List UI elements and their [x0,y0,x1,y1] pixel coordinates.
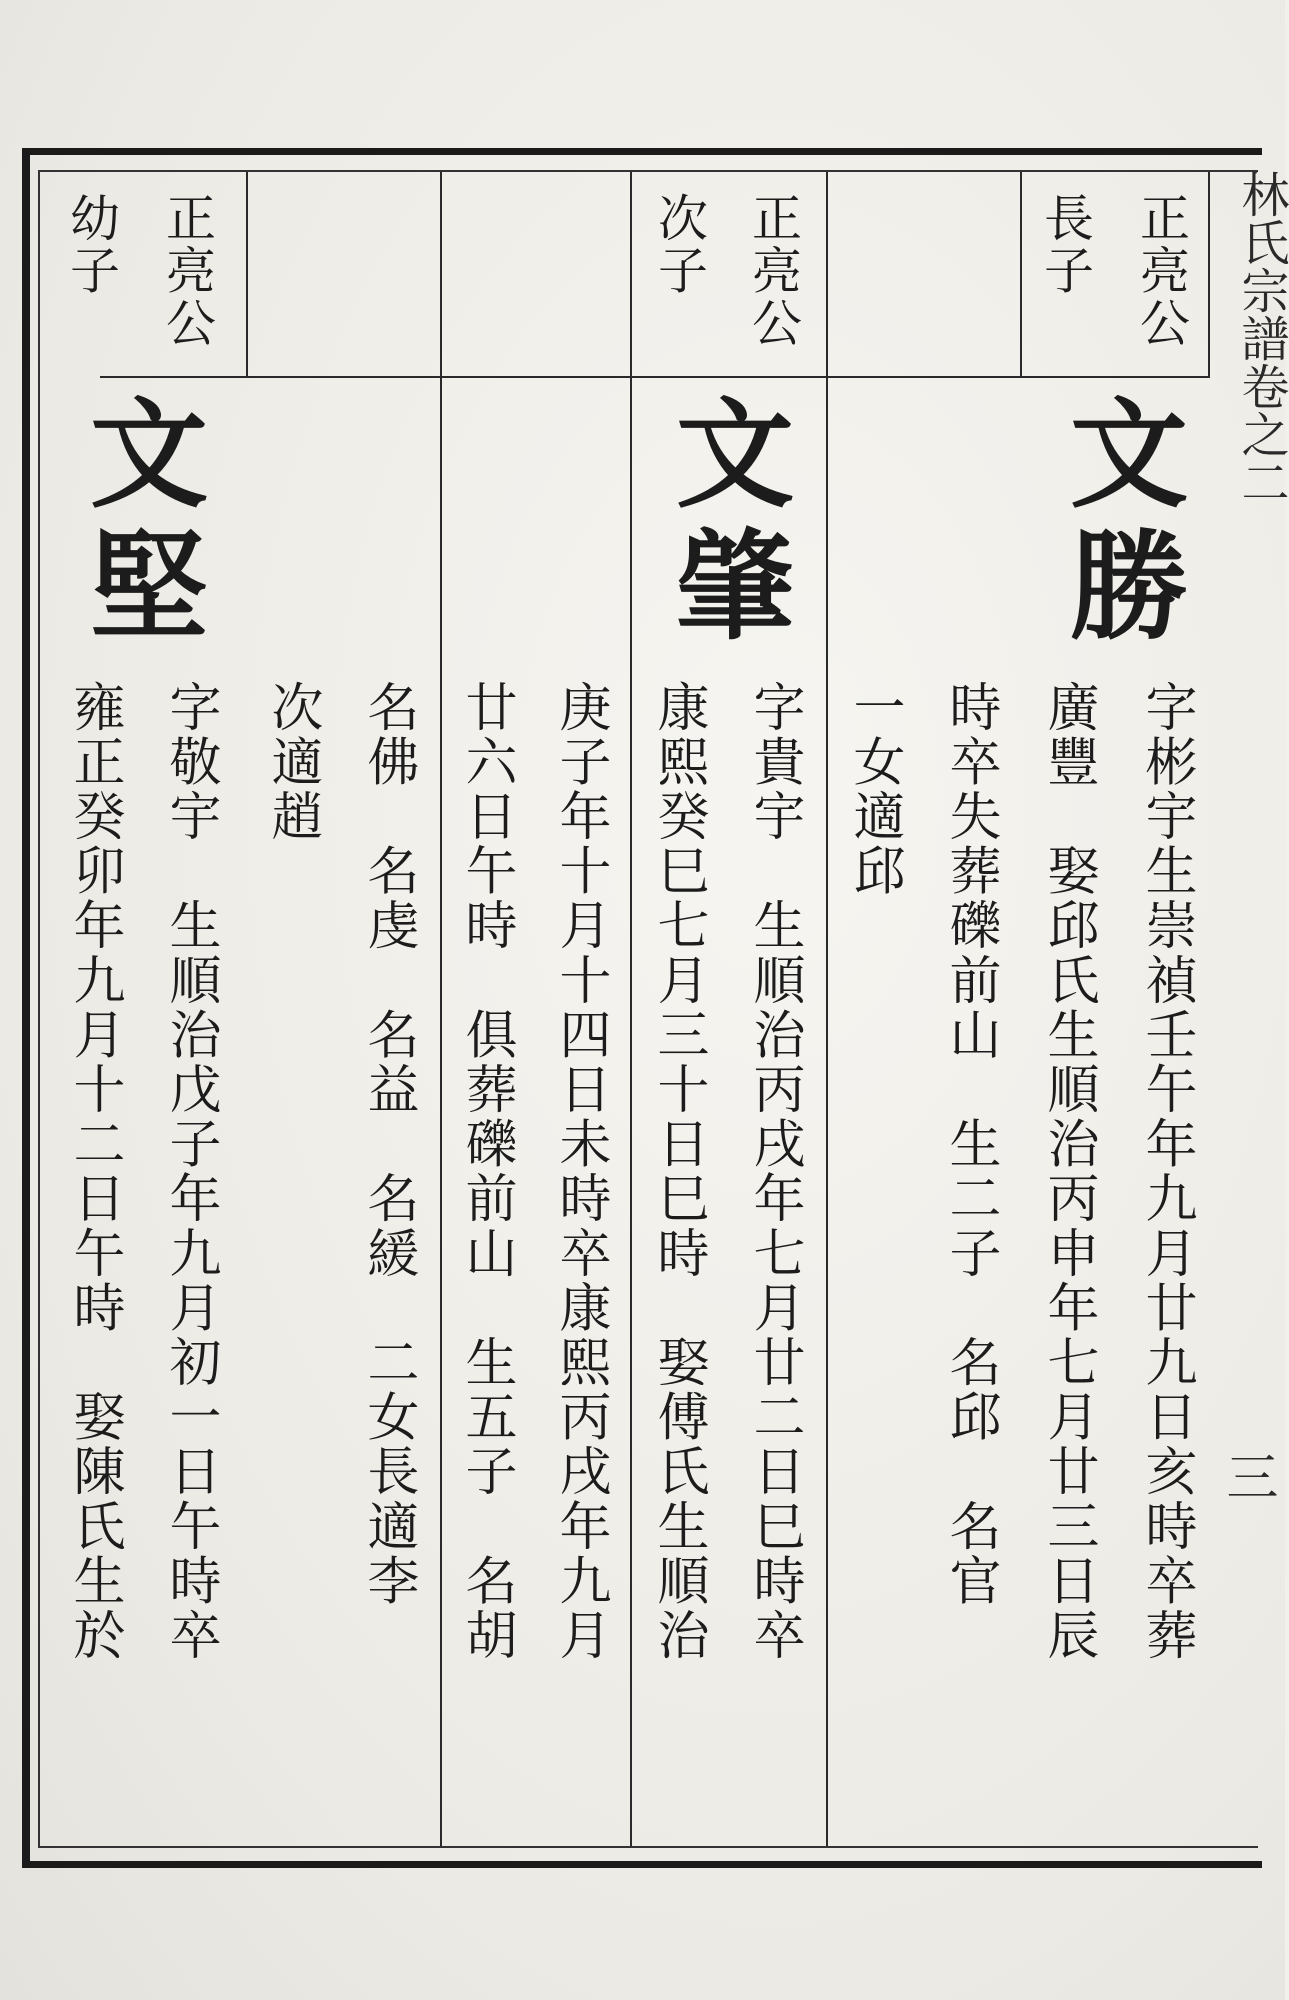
entry-1-rank: 長子 [1036,192,1094,297]
entry-2-line-5: 名佛 名虔 名益 名緩 二女長適李 [358,680,418,1609]
column-rule [1020,172,1022,376]
entry-1-line-3: 時卒失葬礫前山 生二子 名邱 名官 [940,680,1000,1609]
entry-1-lineage: 正亮公 [1132,192,1190,350]
column-rule [1208,172,1210,376]
entry-3-line-2: 雍正癸卯年九月十二日午時 娶陳氏生於 [64,680,124,1663]
entry-2-line-4: 廿六日午時 俱葬礫前山 生五子 名胡 [456,680,516,1663]
entry-2-line-3: 庚子年十月十四日未時卒康熙丙戌年九月 [550,680,610,1663]
column-rule [630,376,632,1846]
entry-2-rank: 次子 [650,192,708,297]
entry-2-line-2: 康熙癸巳七月三十日巳時 娶傅氏生順治 [648,680,708,1663]
entry-3-line-1: 字敬宇 生順治戊子年九月初一日午時卒 [160,680,220,1663]
book-title: 林氏宗譜卷之二 [1233,170,1289,506]
entry-2-line-1: 字貴宇 生順治丙戌年七月廿二日巳時卒 [744,680,804,1663]
entry-2-name: 文肇 [656,392,795,657]
column-rule [630,172,632,376]
entry-1-line-2: 廣豐 娶邱氏生順治丙申年七月廿三日辰 [1038,680,1098,1663]
column-rule [826,376,828,1846]
entry-3-rank: 幼子 [62,192,120,297]
entry-1-line-1: 字彬宇生崇禎壬午年九月廿九日亥時卒葬 [1136,680,1196,1663]
entry-2-line-6: 次適趙 [262,680,322,844]
entry-3-lineage: 正亮公 [158,192,216,350]
entry-1-name: 文勝 [1050,392,1189,657]
column-rule [440,376,442,1846]
entry-1-line-4: 一女適邱 [844,680,904,899]
column-rule [246,172,248,376]
header-divider [100,376,1210,378]
column-rule [440,172,442,376]
entry-3-name: 文堅 [70,392,209,657]
column-rule [826,172,828,376]
entry-2-lineage: 正亮公 [744,192,802,350]
